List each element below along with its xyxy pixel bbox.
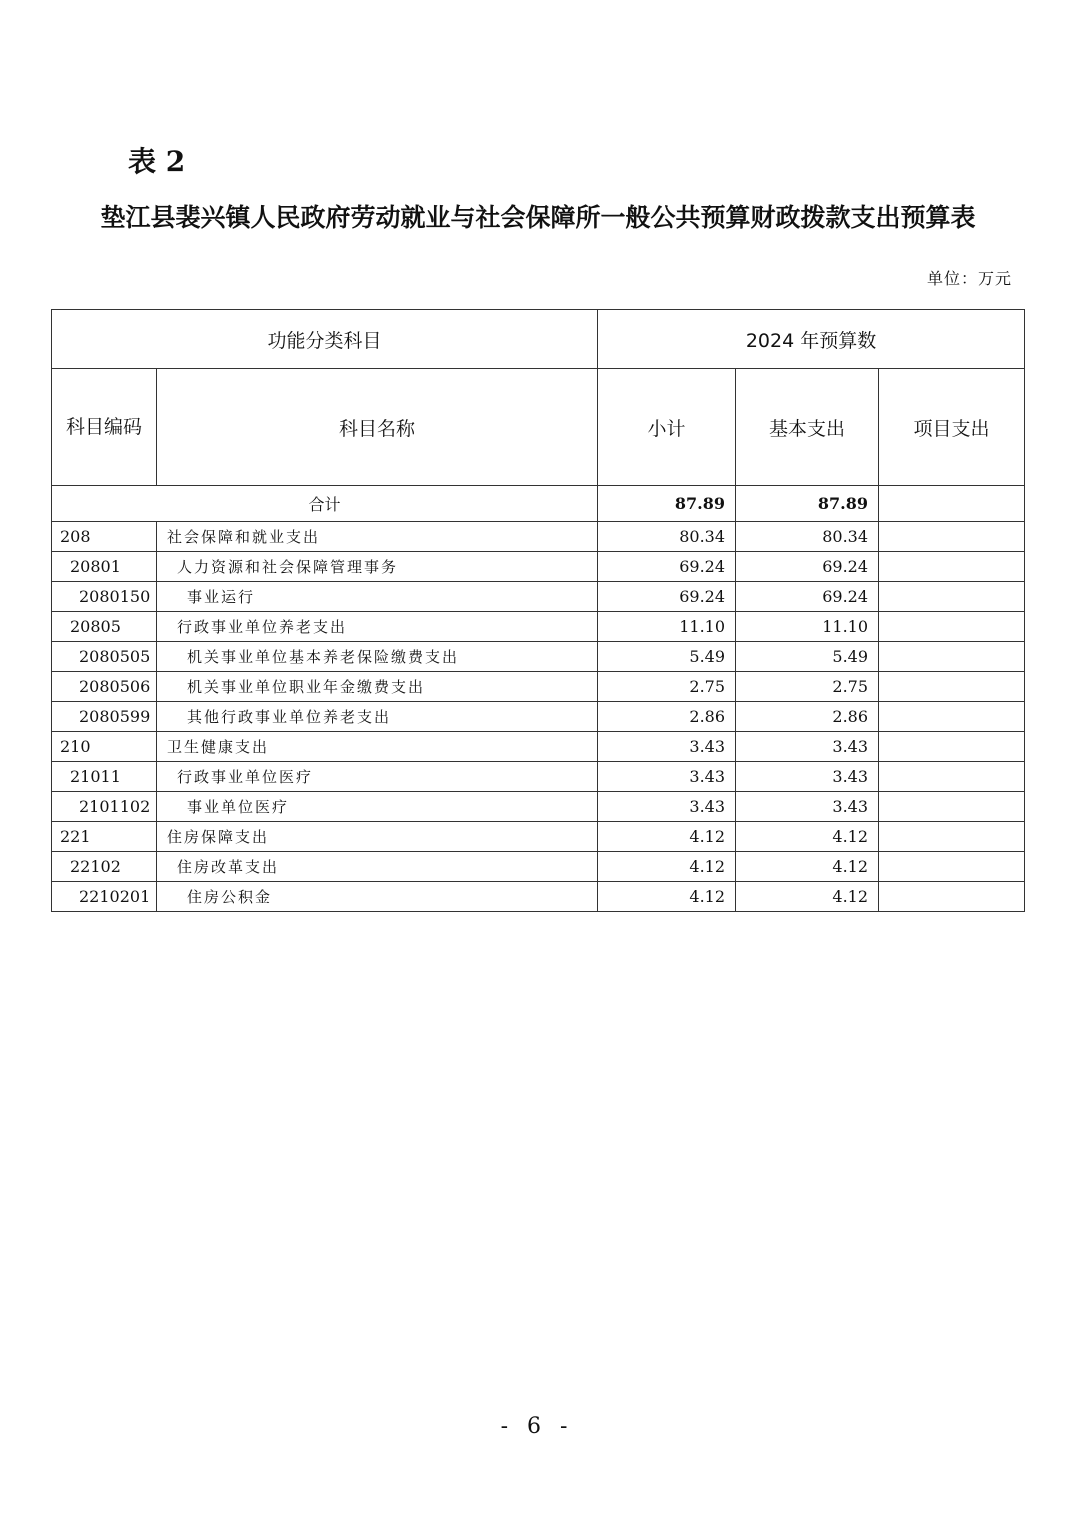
- row-basic: 11.10: [736, 612, 879, 642]
- row-project: [879, 732, 1025, 762]
- header-budget: 2024 年预算数: [598, 310, 1025, 369]
- header-functional: 功能分类科目: [52, 310, 598, 369]
- row-code: 2080505: [52, 642, 157, 672]
- header-project: 项目支出: [879, 369, 1025, 486]
- table-row: [52, 552, 1025, 582]
- row-subtotal: 69.24: [598, 552, 736, 582]
- header-subtotal: 小计: [598, 369, 736, 486]
- row-basic: 4.12: [736, 822, 879, 852]
- table-row: [52, 672, 1025, 702]
- row-code: 2210201: [52, 882, 157, 912]
- row-basic: 4.12: [736, 882, 879, 912]
- row-subtotal: 2.86: [598, 702, 736, 732]
- row-project: [879, 672, 1025, 702]
- table-row: [52, 882, 1025, 912]
- table-row: [52, 522, 1025, 552]
- row-name: 住房公积金: [157, 882, 598, 912]
- table-label: 表 2: [128, 145, 186, 178]
- row-code: 2080506: [52, 672, 157, 702]
- row-basic: 4.12: [736, 852, 879, 882]
- row-code: 2080150: [52, 582, 157, 612]
- row-subtotal: 3.43: [598, 732, 736, 762]
- row-name: 事业单位医疗: [157, 792, 598, 822]
- row-basic: 3.43: [736, 792, 879, 822]
- row-name: 行政事业单位医疗: [157, 762, 598, 792]
- header-row-columns: [52, 369, 1025, 486]
- unit-label: 单位：万元: [926, 269, 1012, 288]
- header-row-groups: [52, 310, 1025, 369]
- row-project: [879, 612, 1025, 642]
- row-basic: 80.34: [736, 522, 879, 552]
- row-subtotal: 11.10: [598, 612, 736, 642]
- header-name: 科目名称: [157, 369, 598, 486]
- page-title: 垫江县裴兴镇人民政府劳动就业与社会保障所一般公共预算财政拨款支出预算表: [100, 203, 976, 232]
- row-basic: 2.75: [736, 672, 879, 702]
- row-name: 住房保障支出: [157, 822, 598, 852]
- row-project: [879, 702, 1025, 732]
- row-basic: 5.49: [736, 642, 879, 672]
- row-name: 事业运行: [157, 582, 598, 612]
- table-row: [52, 612, 1025, 642]
- row-subtotal: 69.24: [598, 582, 736, 612]
- row-project: [879, 852, 1025, 882]
- row-name: 行政事业单位养老支出: [157, 612, 598, 642]
- row-project: [879, 642, 1025, 672]
- table-row: [52, 762, 1025, 792]
- total-subtotal: 87.89: [598, 486, 736, 522]
- row-subtotal: 80.34: [598, 522, 736, 552]
- row-basic: 69.24: [736, 582, 879, 612]
- budget-table: [51, 309, 1025, 912]
- row-name: 机关事业单位基本养老保险缴费支出: [157, 642, 598, 672]
- row-project: [879, 822, 1025, 852]
- row-name: 社会保障和就业支出: [157, 522, 598, 552]
- row-name: 卫生健康支出: [157, 732, 598, 762]
- row-subtotal: 3.43: [598, 792, 736, 822]
- row-subtotal: 5.49: [598, 642, 736, 672]
- row-project: [879, 522, 1025, 552]
- row-subtotal: 2.75: [598, 672, 736, 702]
- row-code: 21011: [52, 762, 157, 792]
- row-basic: 3.43: [736, 762, 879, 792]
- total-label: 合计: [52, 486, 598, 522]
- row-code: 2080599: [52, 702, 157, 732]
- row-basic: 2.86: [736, 702, 879, 732]
- row-code: 20801: [52, 552, 157, 582]
- header-code: 科目编码: [52, 369, 157, 486]
- row-basic: 3.43: [736, 732, 879, 762]
- row-name: 机关事业单位职业年金缴费支出: [157, 672, 598, 702]
- row-project: [879, 552, 1025, 582]
- total-project: [879, 486, 1025, 522]
- table-row: [52, 852, 1025, 882]
- table-row: [52, 792, 1025, 822]
- row-name: 其他行政事业单位养老支出: [157, 702, 598, 732]
- row-project: [879, 792, 1025, 822]
- row-code: 22102: [52, 852, 157, 882]
- table-row: [52, 702, 1025, 732]
- table-row: [52, 732, 1025, 762]
- table-row: [52, 582, 1025, 612]
- row-code: 208: [52, 522, 157, 552]
- row-project: [879, 882, 1025, 912]
- row-subtotal: 4.12: [598, 882, 736, 912]
- row-project: [879, 582, 1025, 612]
- header-basic: 基本支出: [736, 369, 879, 486]
- row-subtotal: 4.12: [598, 822, 736, 852]
- table-row: [52, 642, 1025, 672]
- row-code: 221: [52, 822, 157, 852]
- row-name: 人力资源和社会保障管理事务: [157, 552, 598, 582]
- row-subtotal: 3.43: [598, 762, 736, 792]
- table-row: [52, 822, 1025, 852]
- row-name: 住房改革支出: [157, 852, 598, 882]
- total-basic: 87.89: [736, 486, 879, 522]
- row-basic: 69.24: [736, 552, 879, 582]
- row-subtotal: 4.12: [598, 852, 736, 882]
- row-code: 20805: [52, 612, 157, 642]
- page-number: - 6 -: [500, 1414, 574, 1439]
- row-project: [879, 762, 1025, 792]
- row-code: 210: [52, 732, 157, 762]
- row-code: 2101102: [52, 792, 157, 822]
- total-row: [52, 486, 1025, 522]
